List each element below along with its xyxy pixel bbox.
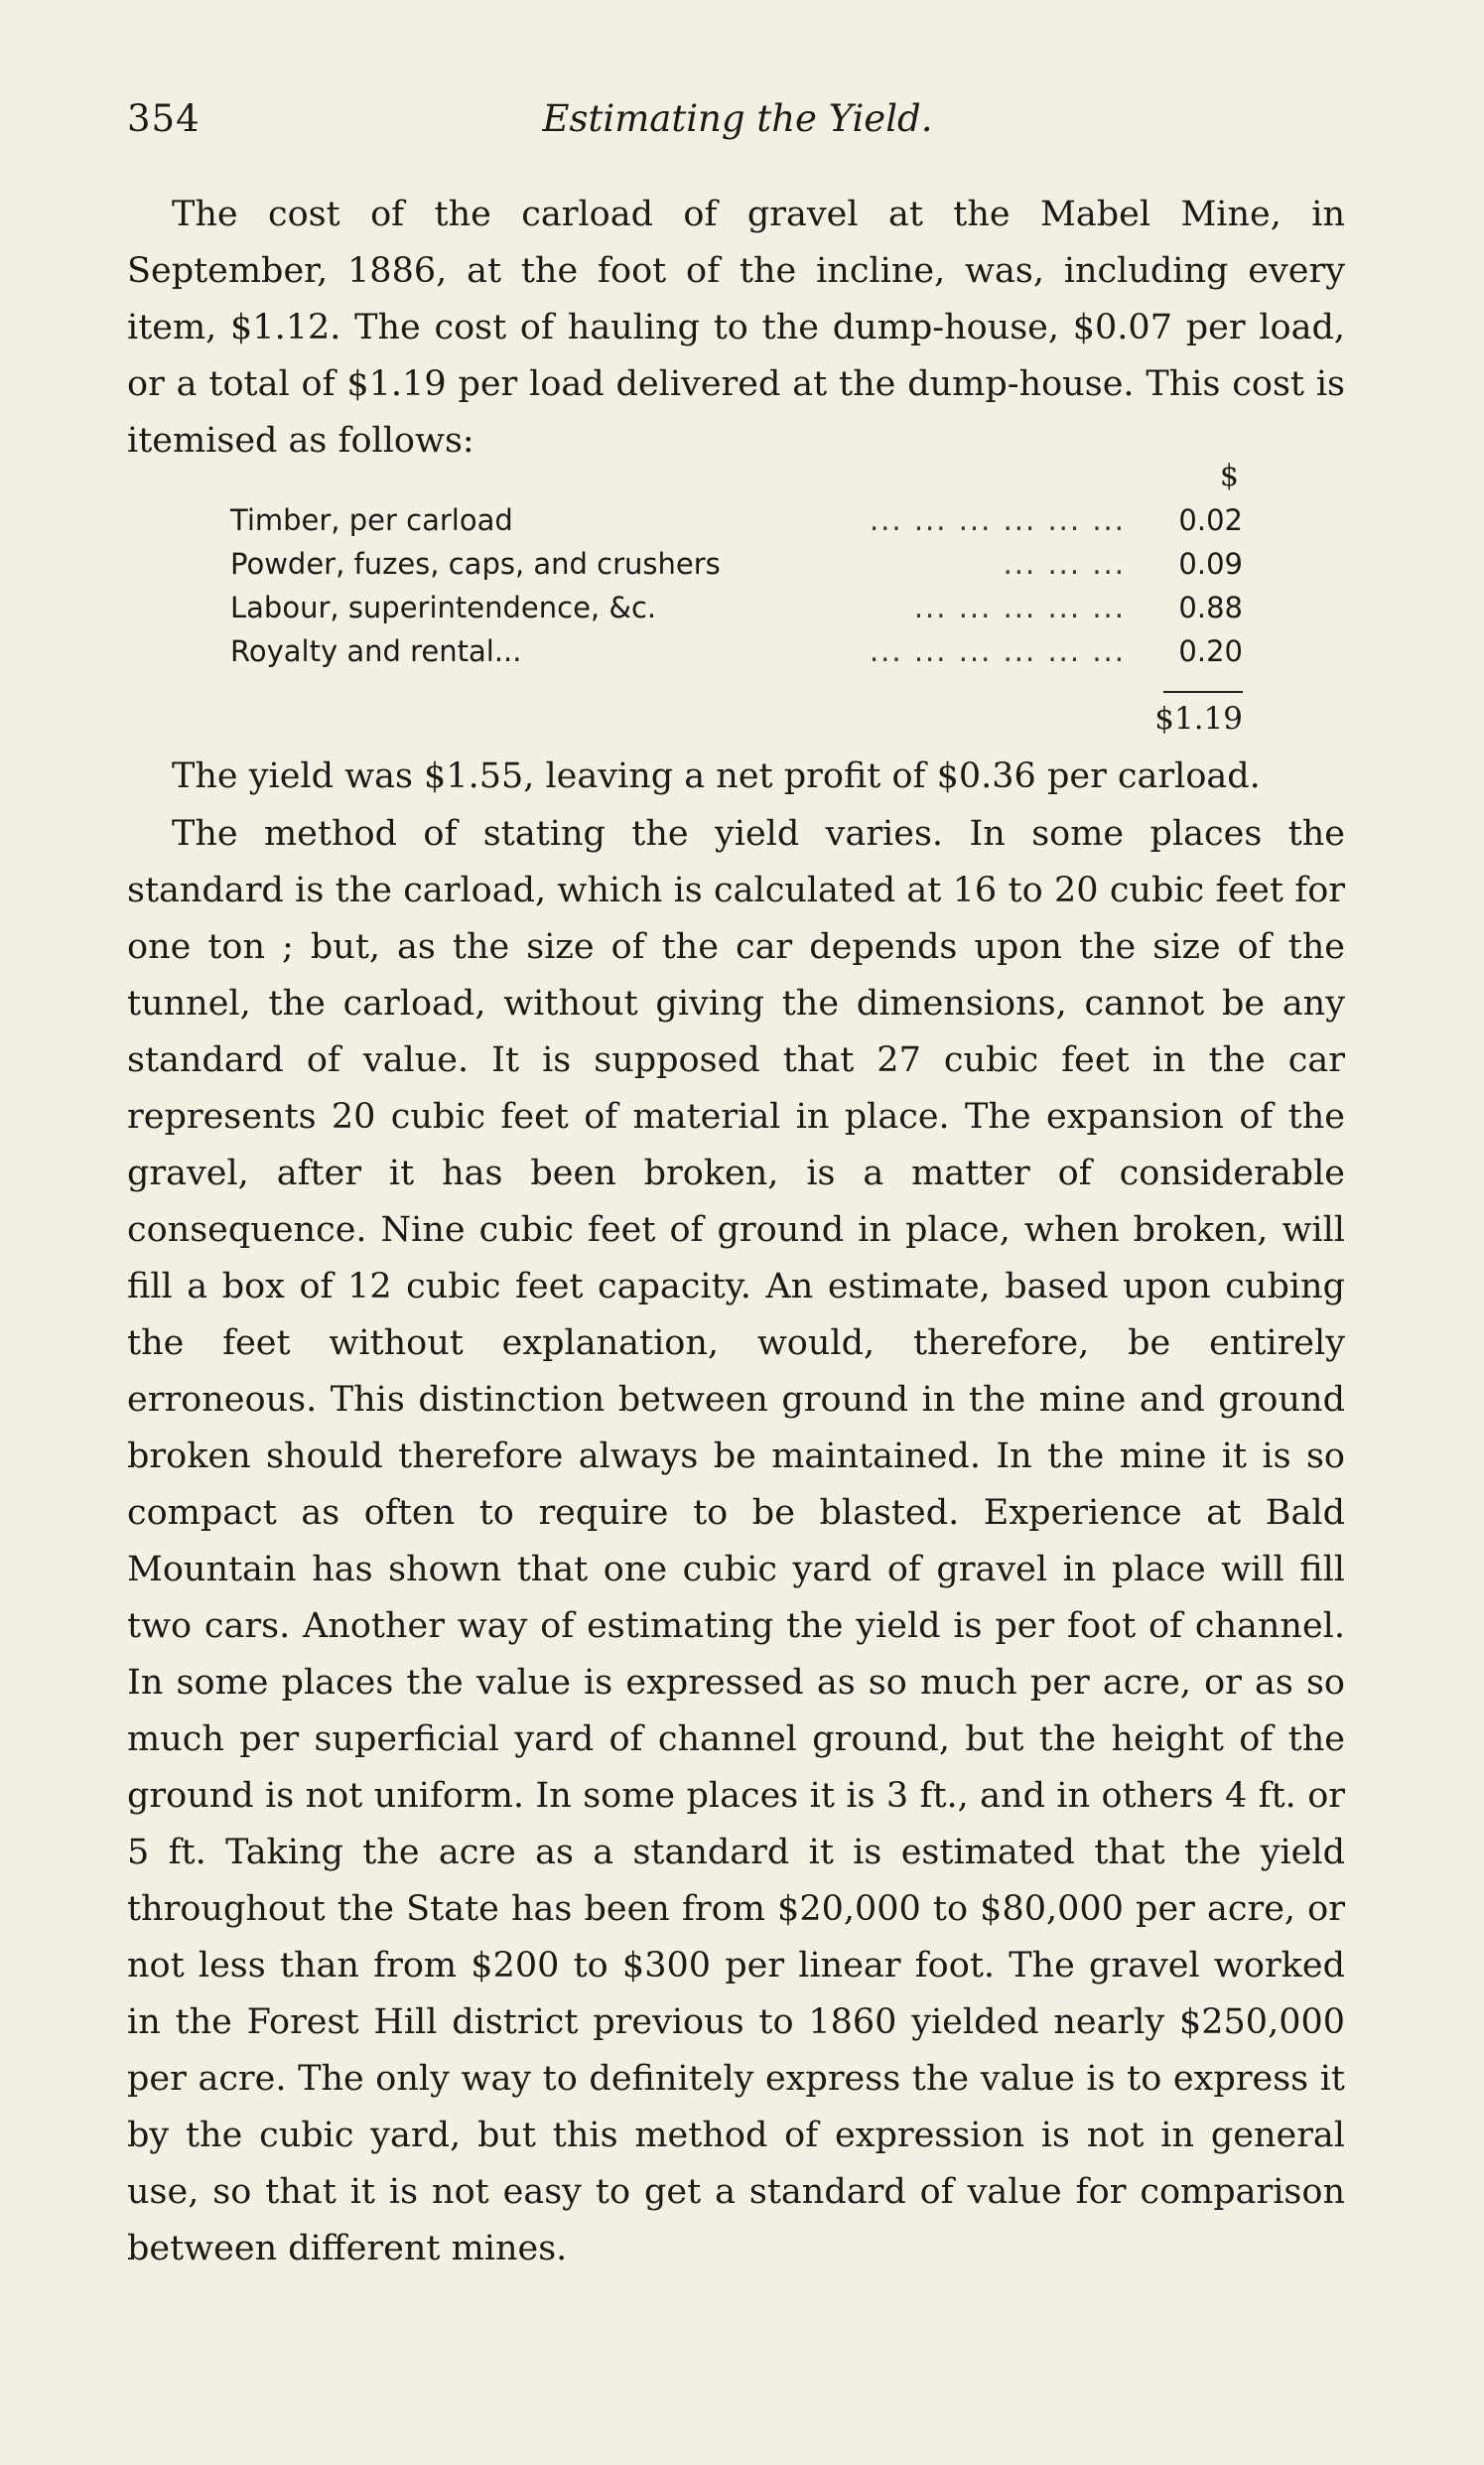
cost-value: 0.88 xyxy=(1178,591,1243,624)
cost-row xyxy=(230,629,1243,673)
cost-row xyxy=(230,542,1243,586)
intro-paragraph: The cost of the carload of gravel at the Mabel Mine, in September, 1886, at the foot of the incline, was, including every item, $1.12. The cost of hauling to the dump-house, $0.07 per load, or a total of $1.19 per load delivered at the dump-house. This cost is itemised as follows: xyxy=(127,195,1345,461)
dot-leader: ... ... ... ... ... ... xyxy=(869,634,1126,668)
total-rule xyxy=(1163,691,1243,693)
cost-label: Royalty and rental... xyxy=(230,634,522,668)
cost-value: 0.20 xyxy=(1178,634,1243,668)
running-title: Estimating the Yield. xyxy=(542,97,933,140)
method-paragraph: The method of stating the yield varies. In some places the standard is the carload, which is calculated at 16 to 20 cubic feet for one ton ; but, as the size of the car depends upon the size of the tunnel, the carload, without giving the dimensions, cannot be any standard of value. It is supposed that 27 cubic feet in the car represents 20 cubic feet of material in place. The expansion of the gravel, after it has been broken, is a matter of considerable consequence. Nine cubic feet of ground in place, when broken, will fill a box of 12 cubic feet capacity. An estimate, based upon cubing the feet without explanation, would, therefore, be entirely erroneous. This distinction between ground in the mine and ground broken should therefore always be maintained. In the mine it is so compact as often to require to be blasted. Experience at Bald Mountain has shown that one cubic yard of gravel in place will fill two cars. Another way of estimating the yield is per foot of channel. In some places the value is expressed as so much per acre, or as so much per superficial yard of channel ground, but the height of the ground is not uniform. In some places it is 3 ft., and in others 4 ft. or 5 ft. Taking the acre as a standard it is estimated that the yield throughout the State has been from $20,000 to $80,000 per acre, or not less than from $200 to $300 per linear foot. The gravel worked in the Forest Hill district previous to 1860 yielded nearly $250,000 per acre. The only way to definitely express the value is to express it by the cubic yard, but this method of expression is not in general use, so that it is not easy to get a standard of value for comparison between different mines. xyxy=(127,814,1345,2268)
cost-value: 0.02 xyxy=(1178,503,1243,537)
cost-label: Labour, superintendence, &c. xyxy=(230,591,657,624)
yield-paragraph: The yield was $1.55, leaving a net profit of $0.36 per carload. xyxy=(172,756,1261,796)
cost-table xyxy=(230,459,1243,737)
cost-value: 0.09 xyxy=(1178,547,1243,581)
dot-leader: ... ... ... ... ... xyxy=(913,591,1126,624)
cost-label: Timber, per carload xyxy=(230,503,513,537)
page-number: 354 xyxy=(127,97,201,140)
cost-row xyxy=(230,586,1243,629)
cost-total: $1.19 xyxy=(1154,701,1243,737)
currency-header: $ xyxy=(1219,459,1239,493)
cost-row xyxy=(230,498,1243,542)
dot-leader: ... ... ... xyxy=(1003,547,1126,581)
page-header xyxy=(127,97,1348,147)
dot-leader: ... ... ... ... ... ... xyxy=(869,503,1126,537)
cost-label: Powder, fuzes, caps, and crushers xyxy=(230,547,721,581)
